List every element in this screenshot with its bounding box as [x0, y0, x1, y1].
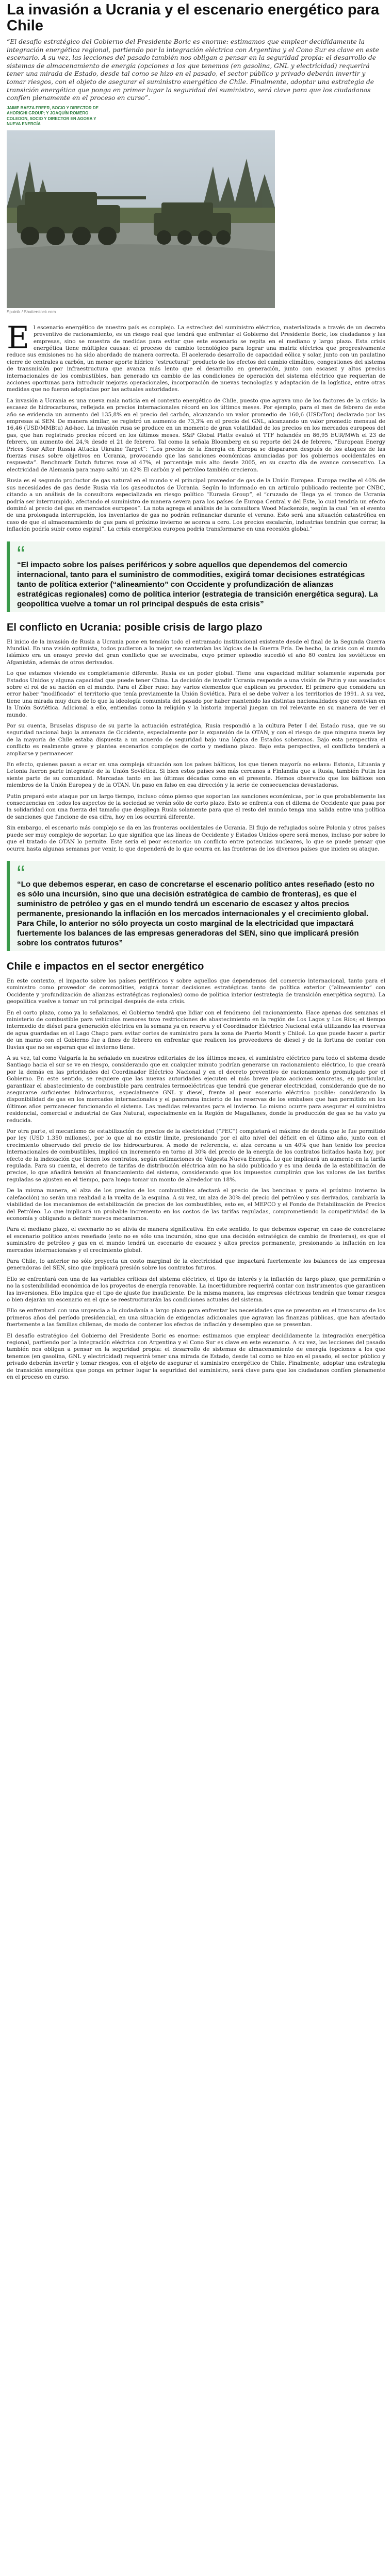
hero-image: [7, 130, 275, 308]
paragraph: En este contexto, el impacto sobre los países periféricos y sobre aquellos que dependemos del comercio internacional, tanto para el suministro como proveedor de commodities, exigirá tomar decisiones estratégicas tanto de política exterior (“alineamiento” con Occidente y profundización de alianzas estratégicas regionales) como de política interior (estrategia de transición energética segura). La geopolítica vuelve a tomar un rol principal después de esta crisis.: [7, 977, 385, 1005]
paragraph: A su vez, tal como Valgaría la ha señalado en nuestros editoriales de los últimos meses, el suministro eléctrico para todo el sistema desde Santiago hacia el sur se ve en riesgo, considerando que en cualquier minuto podrían generarse un racionamiento eléctrico, lo que creará por la demás en las prioridades del Coordinador Eléctrico Nacional y en el decreto preventivo de racionamiento promulgado por el Gobierno. En este sentido, se requiere que las nuevas autoridades ejecuten el más breve plazo acciones concretas, en particular, garantizar el abastecimiento de combustible para centrales termoeléctricas que tendrá que generar electricidad, considerando que de no asegurarse suficientes hidrocarburos, especialmente GNL y diesel, frente al peor escenario eléctrico posible: considerando la disponibilidad de gas en los mercados internacionales y el panorama incierto de las reservas de los embalses que han permitido en los últimos años permanecer funcionando el sistema. Las medidas relevantes para el invierno. Lo mismo ocurre para asegurar el suministro residencial, comercial e industrial de Gas Natural, especialmente en la Región de Magallanes, donde la producción de gas se ha visto ya reducida.: [7, 1055, 385, 1124]
pull-quote-text: “Lo que debemos esperar, en caso de concretarse el escenario político antes reseñado (esto no es sólo una incursión, sino que una decisión estratégica de cambio de fronteras), es que el suministro de petróleo y gas en el mundo tendrá un escenario de escasez y altos precios permanente, presionando la inflación en los mercados internacionales y el crecimiento global. Para Chile, lo anterior no sólo proyecta un costo marginal de la electricidad que impactará fuertemente los balances de las empresas generadoras del SEN, sino que implicará presión sobre los contratos futuros”: [17, 879, 374, 947]
paragraph: En el corto plazo, como ya lo señalamos, el Gobierno tendrá que lidiar con el fenómeno del racionamiento. Hace apenas dos semanas el ministerio de combustible para vehículos menores tuvo restricciones de abastecimiento en la región de Los Lagos y Los Ríos; el tiempo intermedio de diésel para generación eléctrica en la semana ya en reserva y el Coordinador Eléctrico Nacional está utilizando las reservas de agua guardadas en el Lago Chapo para evitar cortes de suministro para la zona de Puerto Montt y Chiloé. Lo que puede hacer a partir de un marzo con el Gobierno fue a fines de febrero en enfrentar que realicen los proveedores de diesel y de la fortuna de contar con lluvias que no se esperan que el invierno tiene.: [7, 1009, 385, 1050]
pull-quote: [7, 861, 385, 951]
section-conflict: [7, 639, 385, 853]
article-title: La invasión a Ucrania y el escenario energético para Chile: [7, 2, 380, 34]
section-heading: Chile e impactos en el sector energético: [7, 960, 204, 972]
paragraph: Ello se enfrentará con una urgencia a la ciudadanía a largo plazo para enfrentar las necesidades que se presentan en el transcurso de los primeros años del período presidencial, en una situación de exigencias adicionales que agravan las finanzas públicas, que han afectado fuertemente a las familias chilenas, de modo de contener los efectos de inflación y desempleo que se presentan.: [7, 1308, 385, 1328]
paragraph: El desafío estratégico del Gobierno del Presidente Boric es enorme: estimamos que emplear decididamente la integración energética regional, partiendo por la integración eléctrica con Argentina y el Cono Sur es clave en este escenario. A su vez, las lecciones del pasado también nos obligan a pensar en la seguridad propia: el desarrollo de sistemas de almacenamiento de energía (opciones a los que tenemos (en gasolina, GNL y electricidad) requerirá tener una mirada de Estado, desde tal como se hizo en el pasado, el sector público y privado deberán invertir y tomar riesgos, con el objeto de asegurar el suministro energético de Chile. Finalmente, adoptar una estrategia de transición energética que ponga en primer lugar la seguridad del suministro, será clave para que los ciudadanos confíen plenamente en el proceso en curso.: [7, 1332, 385, 1381]
drop-cap: E: [7, 319, 29, 356]
section-chile: [7, 978, 385, 1381]
paragraph: La invasión a Ucrania es una nueva mala noticia en el contexto energético de Chile, puesto que agrava uno de los factores de la crisis: la escasez de hidrocarburos, reflejada en precios internacionales récord en los últimos meses. Por ejemplo, para el mes de febrero de este año se evidencia un aumento del 135,8% en el precio del carbón, alcanzando un valor promedio de 160,6 (USD/Ton) declarado por las empresas al SEN. De manera similar, se registró un aumento de 73,3% en el precio del GNL, alcanzando un valor promedio mensual de 16,46 (USD/MMBtu) Ad-hoc. La invasión rusa se produce en un momento de gran volatilidad de los precios en los mercados europeos del gas, que han registrado precios récord en los últimos meses. S&P Global Platts evaluó el TTF holandés en 86,95 EUR/MWh el 23 de febrero, un aumento del 24,% desde el 21 de febrero. Tal como la señala Bloomberg en su reporte del 24 de febrero, “European Energy Prices Soar After Russia Attacks Ukraine Target”: “Los precios de la Energía en Europa se dispararon después de los ataques de las fuerzas rusas sobre objetivos en Ucrania, provocando que las sanciones económicas anunciadas por los gobiernos occidentales en respuesta”. Benchmark Dutch futures rose al 47%, el porcentaje más alto desde 2005, en su cuarto día de avance consecutivo. La electricidad de Alemania para mayo saltó un 42% El carbón y el petróleo también crecieron.: [7, 397, 385, 473]
paragraph: Rusia es el segundo productor de gas natural en el mundo y el principal proveedor de gas de la Unión Europea. Europa recibe el 40% de sus necesidades de gas desde Rusia vía los gaseoductos de Ucrania. Según lo informado en un artículo publicado reciente por CNBC, citando a un análisis de la consultora especializada en riesgo político “Eurasia Group”, el “cruzado de ‘Ilega ya el tronco de Ucrania podría ser interrumpido, afectando el suministro de manera severa para los países de Europa Central y del Este, lo cual tendría un efecto dominó al precio del gas en mercados europeos”. La nota agrega el análisis de la consultora Wood Mackenzie, según la cual “en el evento de una prolongada interrupción, los inventarios de gas no podrán refinanciar durante el verano. Esto será una situación catastrófica en caso de que el almacenamiento de gas para el próximo invierno se acerca a cero. Los precios escalarán, industrias tendrán que cerrar, la inflación podría subir como espiral”. La crisis energética europea podría transformarse en una recesión global.”: [7, 478, 385, 533]
section-intro: [7, 319, 385, 533]
paragraph: Por otra parte, el mecanismo de estabilización de precios de la electricidad (“PEC”) completará el máximo de deuda que le fue permitido por ley (USD 1.350 millones), por lo que al no existir límite, presionando por el alto nivel del déficit en el último año, junto con el crecimiento observado del precio de los hidrocarburos. A modo de referencia, el alza cercana a un 40% que han tenido los precios internacionales de combustibles, implicó un incremento en torno al 30% del precio de la energía de los contratos licitados hasta hoy, por efecto de la indexación que tienen los contratos, según estimaciones de Valgesta Nueva Energía. Lo que implicará un aumento en la tarifa regulada. Para su cuenta, el decreto de tarifas de distribución eléctrica aún no ha sido publicado y es una deuda de la estabilización de precios, lo que añadirá tensión al financiamiento del sistema, considerando que los impuestos cumplirán que los valores de las tarifas reguladas se ajusten en el tiempo, para luego tomar un monto de alrededor un 18%.: [7, 1128, 385, 1183]
military-vehicles-illustration: [7, 130, 275, 308]
pull-quote: [7, 541, 385, 612]
paragraph: Para Chile, lo anterior no sólo proyecta un costo marginal de la electricidad que impactará fuertemente los balances de las empresas generadoras del SEN, sino que implicará presión sobre los contratos futuros.: [7, 1258, 385, 1272]
quote-icon: “: [17, 540, 25, 568]
quote-icon: “: [17, 860, 25, 887]
paragraph: Para el mediano plazo, el escenario no se alivia de manera significativa. En este sentido, lo que debemos esperar, en caso de concretarse el escenario político antes reseñado (esto no es sólo una incursión, sino que una decisión estratégica de cambio de fronteras), es que el suministro de petróleo y gas en el mundo tendrá un escenario de escasez y altos precios permanente, presionando la inflación en los mercados internacionales y el crecimiento global.: [7, 1226, 385, 1253]
paragraph: Putin preparó este ataque por un largo tiempo, incluso cómo pienso que soportan las sanciones económicas, por lo que probablemente las consecuencias en todos los aspectos de la sociedad se verán sólo de corto plazo. Esto se enfrenta con el dilema de Occidente que pasa por la solidaridad con una fuerza del tamaño que despliega Rusia solamente para que el resto del mundo tenga una salida entre una política de sanciones que funcione de esa cifra, hoy en los ocurrirá diferente.: [7, 793, 385, 820]
paragraph: Sin embargo, el escenario más complejo se da en las fronteras occidentales de Ucrania. El flujo de refugiados sobre Polonia y otros países puede ser muy complejo de soportar. Lo que significa que las líneas de Occidente y Estados Unidos opere será menos, incluso por sobre lo que el tratado de OTAN lo permite. Este sería el peor escenario: un conflicto entre potencias nucleares, lo que se puede pensar que ocurra hasta algunas semanas por venir, lo que dependerá de lo que ocurra en las fronteras de los diversos países que inicien su ataque.: [7, 825, 385, 852]
article-authors: JAIME BAEZA FREER, SOCIO Y DIRECTOR DE AHORIGHI GROUP; Y JOAQUÍN ROMERO COLEDON, SOCIO Y DIRECTOR EN AGORA Y NUEVA ENERGÍA: [7, 105, 99, 127]
paragraph: Ello se enfrentará con una de las variables críticas del sistema eléctrico, el tipo de interés y la inflación de largo plazo, que permitirán o no la sostenibilidad económica de los proyectos de energía renovable. La incertidumbre requerirá contar con instrumentos que garanticen las inversiones. Ello implica que el tipo de ajuste fue insuficiente. De la misma manera, las empresas eléctricas tendrán que tomar riesgos o bien dejarán un escenario en el que se reestructurarán las condiciones actuales del sistema.: [7, 1276, 385, 1303]
paragraph: Lo que estamos viviendo es completamente diferente. Rusia es un poder global. Tiene una capacidad militar solamente superada por Estados Unidos y alguna capacidad que puede tener China. La decisión de invadir Ucrania responde a una visión de Putin y sus asociados sobre el rol de su nación en el mundo. Para el Zíber ruso: hay varios elementos que explican su proceder. El primero que considera un error haber “modificado” el territorio que tenía previamente la Unión Soviética. Para el se debe volver a los territorios de 1991. A su vez, tiene una mirada muy dura de lo que la ideología comunista del pasado por haber mantenido las distintas nacionalidades que convivían en la Unión Soviética. Adicional a ello, entiendas como la religión y la historia imperial juegan un rol relevante en su manera de ver el mundo.: [7, 670, 385, 718]
paragraph-text: l escenario energético de nuestro país es complejo. La estrechez del suministro eléctrico, materializada a través de un decreto preventivo de racionamiento, es un riesgo real que tendrá que enfrentar el Gobierno del Presidente Boric, los ciudadanos y las empresas, sino se muestra de medidas para evitar que este escenario se repita en el mediano y largo plazo. Esta crisis energética tiene múltiples causas: el proceso de cambio tecnológico para lograr una matriz eléctrica que progresivamente reduce sus emisiones no ha sido abordado de manera correcta. El acelerado desarrollo de capacidad eólica y solar, junto con un paulatino cierre de centrales a carbón, un menor aporte hídrico “estructural” producto de los efectos del cambio climático, congestiones del sistema de transmisión por infraestructura que avanza más lento que el desarrollo en generación, junto con escasez y altos precios internacionales de los combustibles, han generado un cambio de las condiciones de operación del sistema eléctrico que requerían de acciones oportunas para introducir mejoras operacionales, incorporación de nuevas tecnologías y adaptación de la logística, entre otras medidas que no fueron adoptadas por las actuales autoridades.: [7, 324, 385, 393]
image-credit: Sputnik / Shutterstock.com: [7, 309, 56, 314]
pull-quote-text: “El impacto sobre los países periféricos y sobre aquellos que dependemos del comercio internacional, tanto para el suministro de commodities, exigirá tomar decisiones estratégicas tanto de política exterior (“alineamiento” con Occidente y profundización de alianzas estratégicas regionales) como de política interior (estrategia de transición energética segura). La geopolítica vuelve a tomar un rol principal después de esta crisis”: [17, 560, 378, 608]
section-heading: El conflicto en Ucrania: posible crisis de largo plazo: [7, 621, 263, 633]
paragraph: Por su cuenta, Bruselas dispuso de su parte la actuación estratégica, Rusia respondió a la cultura Peter I del Estado rusa, que ve su seguridad nacional bajo la amenaza de Occidente, especialmente por la expansión de la OTAN, y con el riesgo de que ninguna nueva ley de la mayoría de Chile estaba dispuesta a un acuerdo de seguridad bajo una lógica de Estados soberanos. Bajo esta perspectiva el conflicto es realmente grave y plantea escenarios complejos de corto y mediano plazo. Bajo esta perspectiva, el conflicto tenderá a ampliarse y permanecer.: [7, 723, 385, 757]
article: [7, 0, 385, 1381]
paragraph: [7, 319, 385, 394]
paragraph: El inicio de la invasión de Rusia a Ucrania pone en tensión todo el entramado institucional existente desde el final de la Segunda Guerra Mundial. En una visión optimista, todos pudieron a lo mejor, se mantenían las lógicas de la Guerra Fría. De hecho, la crisis con el mundo islámico era un ensayo previo del gran conflicto que se avecinaba, cuyo primer episodio sucedió el año 80 contra los soviéticos en Afganistán, además de otros derivados.: [7, 638, 385, 666]
paragraph: En efecto, quienes pasan a estar en una compleja situación son los países bálticos, los que tienen mayoría no eslava: Estonia, Lituania y Letonia fueron parte integrante de la Unión Soviética. Si bien estos países son más cercanos a Finlandia que a Rusia, también Putin los siente parte de su comunidad. Marcadas tanto en las últimas décadas como en el presente. Hemos observado que los bálticos son miembros de la Unión Europea y de la OTAN. Un paso en falso en esa dirección y la serie de consecuencias devastadoras.: [7, 761, 385, 789]
article-lede: “El desafío estratégico del Gobierno del Presidente Boric es enorme: estimamos que emplear decididamente la integración energética regional, partiendo por la integración eléctrica con Argentina y el Cono Sur es clave en este escenario. A su vez, las lecciones del pasado también nos obligan a pensar en la seguridad propia: el desarrollo de sistemas de almacenamiento de energía (opciones a los que tenemos (en gasolina, GNL y electricidad) requerirá tener una mirada de Estado, desde tal como se hizo en el pasado, el sector público y privado deberán invertir y tomar riesgos, con el objeto de asegurar el suministro energético de Chile. Finalmente, adoptar una estrategia de transición energética que ponga en primer lugar la seguridad del suministro, será clave para que los ciudadanos confíen plenamente en el proceso en curso”.: [7, 38, 379, 102]
paragraph: De la misma manera, el alza de los precios de los combustibles afectará el precio de las bencinas y para el próximo invierno la calefacción) no serán una realidad a la vuelta de la esquina. A su vez, un alza de 30% del precio del petróleo y sus derivados, cambiaría la viabilidad de los mecanismos de estabilización de precios de los combustibles, esto es, el MEPCO y el Fondo de Estabilización de Precios del Petróleo. Lo que implicará un probable incremento en los costos de las tarifas reguladas, comprometiendo la competitividad de la economía y obligando a definir nuevos mecanismos.: [7, 1188, 385, 1222]
